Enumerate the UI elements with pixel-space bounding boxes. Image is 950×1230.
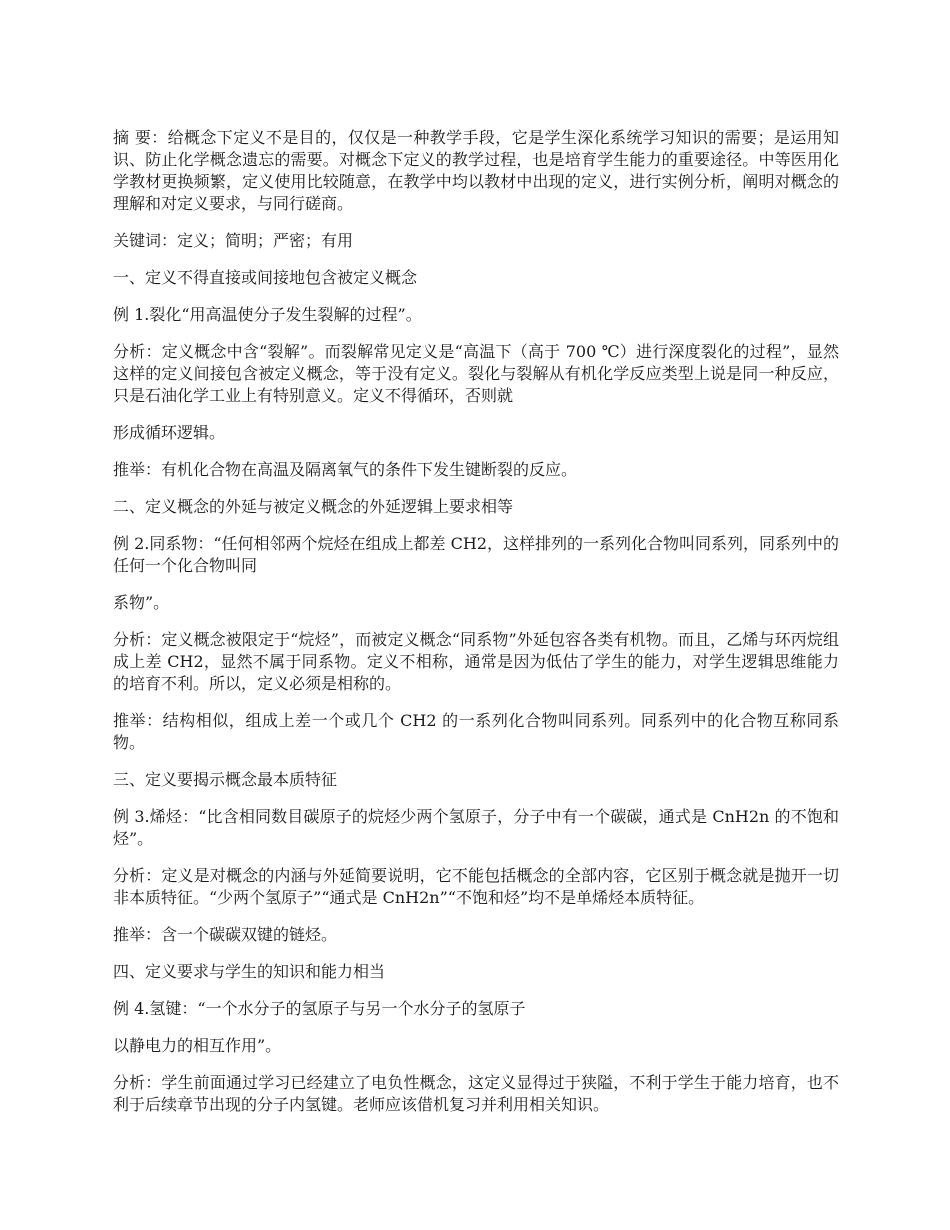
example-paragraph-2: 例 2.同系物：“任何相邻两个烷烃在组成上都差 CH2，这样排列的一系列化合物叫同系列，同系列中的任何一个化合物叫同 <box>113 534 839 575</box>
example-paragraph-4: 例 4.氢键：“一个水分子的氢原子与另一个水分子的氢原子 <box>113 999 526 1018</box>
section-heading-1: 一、定义不得直接或间接地包含被定义概念 <box>113 268 418 287</box>
example-paragraph-3: 例 3.烯烃：“比含相同数目碳原子的烷烃少两个氢原子，分子中有一个碳碳，通式是 CnH2n 的不饱和烃”。 <box>113 807 839 848</box>
analysis-paragraph-1: 分析：定义概念中含“裂解”。而裂解常见定义是“高温下（高于 700 ℃）进行深度裂化的过程”，显然这样的定义间接包含被定义概念，等于没有定义。裂化与裂解从有机化学反应类型上说是同一种反应，只是石油化学工业上有特别意义。定义不得循环，否则就 <box>113 342 839 405</box>
keywords-paragraph: 关键词：定义；简明；严密；有用 <box>113 231 354 250</box>
example-paragraph-1: 例 1.裂化“用高温使分子发生裂解的过程”。 <box>113 305 422 324</box>
analysis-paragraph-3: 分析：定义是对概念的内涵与外延简要说明，它不能包括概念的全部内容，它区别于概念就是抛开一切非本质特征。“少两个氢原子”“通式是 CnH2n”“不饱和烃”均不是单烯烃本质特征。 <box>113 866 839 907</box>
section-heading-4: 四、定义要求与学生的知识和能力相当 <box>113 962 386 981</box>
analysis-paragraph-4: 分析：学生前面通过学习已经建立了电负性概念，这定义显得过于狭隘，不利于学生于能力培育，也不利于后续章节出现的分子内氢键。老师应该借机复习并利用相关知识。 <box>113 1073 839 1114</box>
analysis-paragraph-2: 分析：定义概念被限定于“烷烃”，而被定义概念“同系物”外延包容各类有机物。而且，乙烯与环丙烷组成上差 CH2，显然不属于同系物。定义不相称，通常是因为低估了学生的能力，对学生逻辑思维能力的培育不利。所以，定义必须是相称的。 <box>113 630 839 693</box>
recommendation-paragraph-2: 推举：结构相似，组成上差一个或几个 CH2 的一系列化合物叫同系列。同系列中的化合物互称同系物。 <box>113 711 839 752</box>
recommendation-paragraph-3: 推举：含一个碳碳双键的链烃。 <box>113 925 338 944</box>
recommendation-paragraph-1: 推举：有机化合物在高温及隔离氧气的条件下发生键断裂的反应。 <box>113 460 578 479</box>
section-heading-2: 二、定义概念的外延与被定义概念的外延逻辑上要求相等 <box>113 497 514 516</box>
example-paragraph-2-continued: 系物”。 <box>113 593 170 612</box>
section-heading-3: 三、定义要揭示概念最本质特征 <box>113 770 338 789</box>
analysis-paragraph-1-continued: 形成循环逻辑。 <box>113 423 226 442</box>
example-paragraph-4-continued: 以静电力的相互作用”。 <box>113 1036 282 1055</box>
document-body <box>113 127 839 1131</box>
abstract-paragraph: 摘 要：给概念下定义不是目的，仅仅是一种教学手段，它是学生深化系统学习知识的需要；是运用知识、防止化学概念遗忘的需要。对概念下定义的教学过程，也是培育学生能力的重要途径。中等医用化学教材更换频繁，定义使用比较随意，在教学中均以教材中出现的定义，进行实例分析，阐明对概念的理解和对定义要求，与同行磋商。 <box>113 128 839 213</box>
